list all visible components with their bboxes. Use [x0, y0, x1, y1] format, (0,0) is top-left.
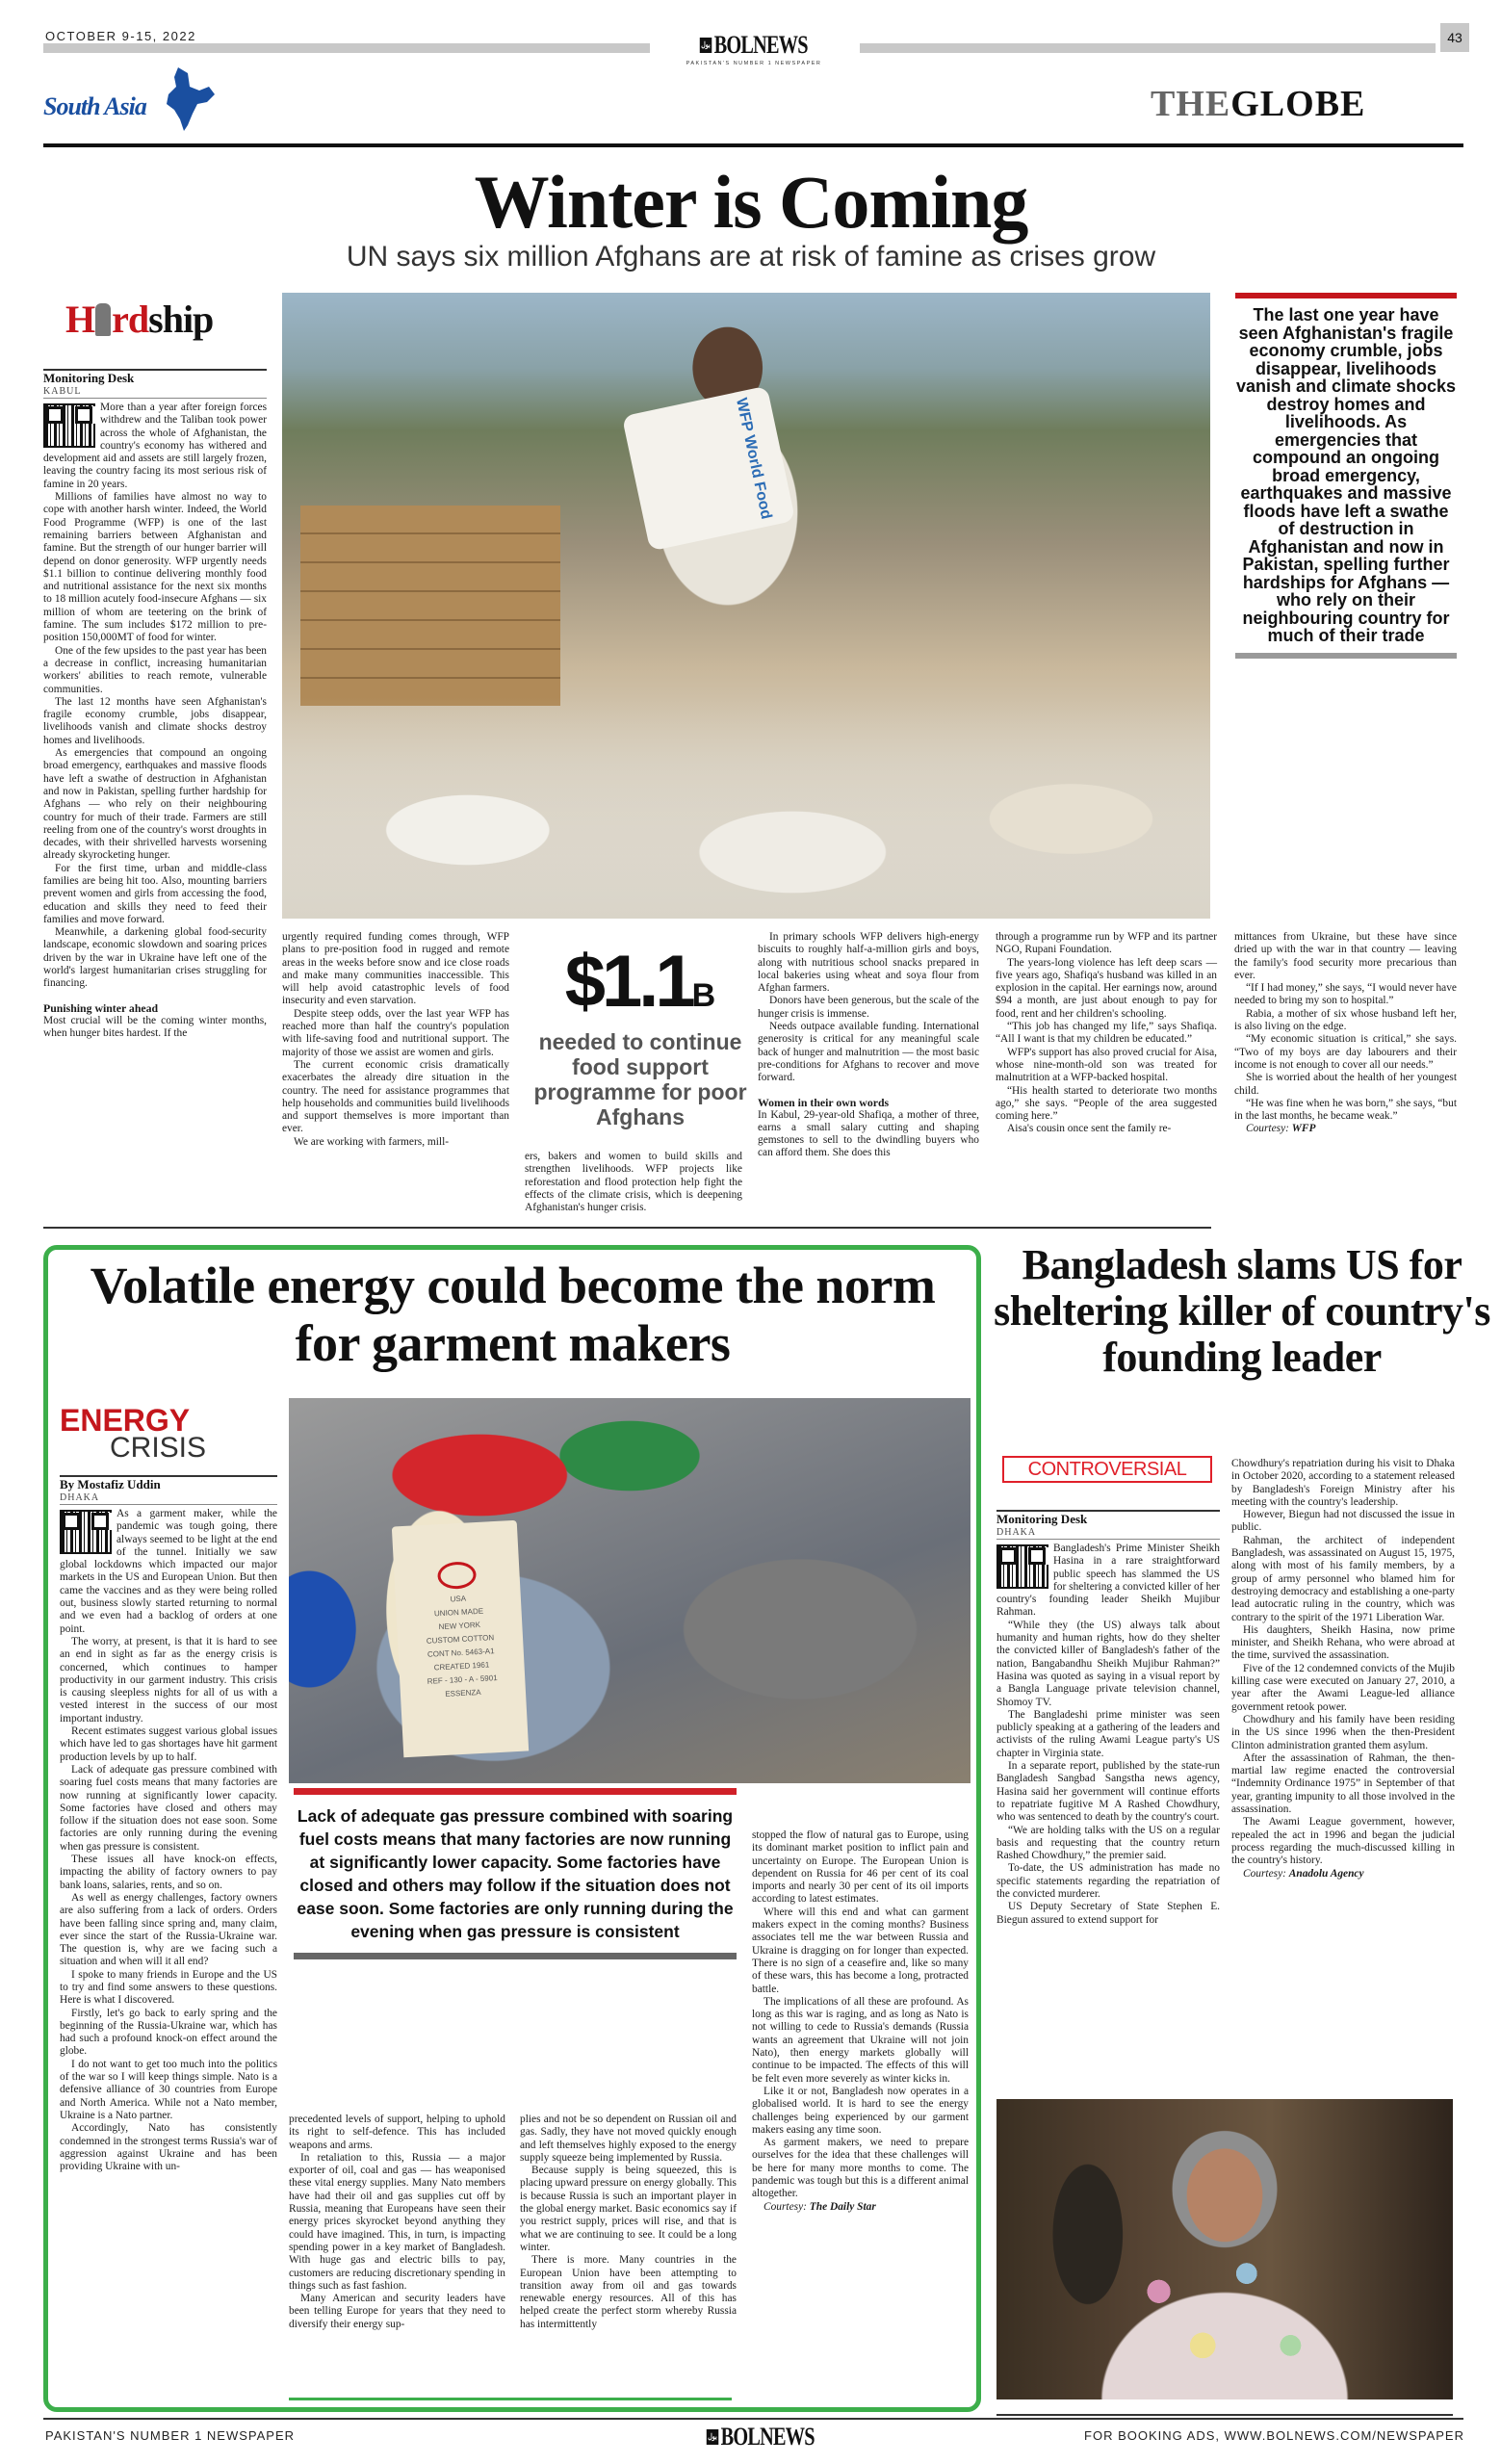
- paragraph: As a garment maker, while the pandemic was tough going, there always seemed to be light at the end of the tunnel. Initially we saw global lockdowns which impacted our major markets in the US and European Union. But then came the vaccines and as they were being rolled out, business slowly started returning to normal and we even had a backlog of orders at one point.: [60, 1508, 277, 1635]
- pull-quote-text: The last one year have seen Afghanistan's fragile economy crumble, jobs disappear, livelihoods vanish and climate shocks destroy homes and livelihoods. As emergencies that compound an ongoing broad emergency, earthquakes and massive floods have left a swathe of destruction in Afghanistan and now in Pakistan, spelling further hardships for Afghans — who rely on their neighbouring country for much of their trade: [1235, 305, 1457, 645]
- energy-pull-quote: [294, 1788, 737, 1959]
- paragraph: In primary schools WFP delivers high-energy biscuits to roughly half-a-million girls and boys, along with nutritious school snacks prepared in local bakeries using wheat and soya flour from Afghan farmers.: [758, 931, 979, 995]
- lead-column-5: [996, 931, 1217, 1136]
- paragraph: Aisa's cousin once sent the family re-: [1007, 1123, 1172, 1135]
- sheikh-hasina-photo[interactable]: [996, 2099, 1453, 2399]
- paragraph: Many American and security leaders have been telling Europe for years that they need to diversify their energy sup-: [289, 2293, 505, 2330]
- bol-logo-icon: بول: [707, 2429, 718, 2445]
- paragraph: As garment makers, we need to prepare ourselves for the idea that these challenges will be here for many more months to come. The pandemic was tough but this is a different animal altogether.: [752, 2137, 969, 2200]
- paragraph: In retaliation to this, Russia — a major exporter of oil, coal and gas — has weaponised these vital energy supplies. Many Nato members have had their oil and gas supplies cut off by Russia, meaning that Europeans have seen their energy prices skyrocket beyond anything they could have imagined. This, in turn, is impacting spending power in a key market of Bangladesh. With huge gas and electric bills to pay, customers are reducing discretionary spending in things such as fast fashion.: [289, 2151, 505, 2292]
- wfp-sack: WFP World Food: [622, 385, 796, 551]
- paragraph: As emergencies that compound an ongoing broad emergency, earthquakes and massive floods have left a swathe of destruction in Afghanistan and now in Pakistan, spelling further hardship for Afghans — who rely on their neighbouring country for much of their trade. Farmers are still reeling from one of the country's worst droughts in decades, with their shrivelled harvests worsening already skyrocketing hunger.: [43, 747, 267, 862]
- paragraph: Rabia, a mother of six whose husband left her, is also living on the edge.: [1234, 1007, 1457, 1033]
- tag-text: USA: [450, 1594, 467, 1604]
- paragraph: His daughters, Sheikh Hasina, now prime minister, and Sheikh Rehana, who were abroad at the time, survived the assassination.: [1231, 1623, 1455, 1662]
- paragraph: “If I had money,” she says, “I would never have needed to bring my son to hospital.”: [1234, 982, 1457, 1007]
- paragraph: Accordingly, Nato has consistently condemned in the strongest terms Russia's war of aggression against Ukraine and has been providing Ukraine with un-: [60, 2122, 277, 2173]
- paragraph: Where will this end and what can garment makers expect in the coming months? Business associates tell me the war between Russia and Ukraine is dragging on for longer than expected. There is no sign of a ceasefire and, like so many of these wars, this has become a long, protracted battle.: [752, 1906, 969, 1995]
- paragraph: The current economic crisis dramatically exacerbates the already dire situation in the country. The need for assistance programmes that help households and communities build livelihoods and support themselves is more important than ever.: [282, 1058, 509, 1135]
- region-label: [43, 65, 255, 133]
- dateline-rule: [43, 398, 267, 399]
- paragraph: More than a year after foreign forces withdrew and the Taliban took power across the whole of Afghanistan, the country's economy has withered and development aid and assets are still largely frozen, leaving the country facing its most serious risk of famine in 20 years.: [43, 402, 267, 490]
- header-divider: [43, 143, 1463, 147]
- paragraph: Despite steep odds, over the last year WFP has reached more than half the country's population with life-saving food and nutritional support. The majority of those we assist are women and girls.: [282, 1007, 509, 1058]
- paragraph: The worry, at present, is that it is hard to see an end in sight as far as the energy crisis is concerned, which continues to hamper productivity in our garment industry. This crisis is causing sleepless nights for all of us with a vested interest in the success of our most important industry.: [60, 1635, 277, 1725]
- paragraph: Bangladesh's Prime Minister Sheikh Hasina in a rare straightforward public speech has slammed the US for sheltering a convicted killer of her country's founding leader Sheikh Mujibur Rahman.: [996, 1543, 1220, 1619]
- paragraph: The implications of all these are profound. As long as this war is raging, and as long as Nato is not willing to cede to Russia's demands (Russia wants an agreement that Ukraine will not join Nato), then energy markets globally will continue to be impacted. The effects of this will be felt even more severely as winter kicks in.: [752, 1995, 969, 2085]
- crest-icon: [437, 1561, 477, 1590]
- tag-text: CREATED 1961: [433, 1660, 490, 1673]
- paragraph: Rahman, the architect of independent Bangladesh, was assassinated on August 15, 1975, along with most of his family members, by a group of army personnel who blamed him for destroying democracy and establishing a one-party lead autocratic ruling in the country, which was contrary to the spirit of the 1971 Liberation War.: [1231, 1534, 1455, 1623]
- subhead-women-own-words: Women in their own words: [758, 1095, 890, 1109]
- footer-rule: [43, 2418, 1463, 2420]
- paragraph: mittances from Ukraine, but these have since dried up with the war in that country — leaving the family's food security more precarious than ever.: [1234, 931, 1457, 981]
- lead-subheadline: UN says six million Afghans are at risk of famine as crises grow: [346, 241, 1156, 272]
- lead-dateline: KABUL: [43, 386, 82, 397]
- paragraph: In Kabul, 29-year-old Shafiqa, a mother of three, earns a small salary cutting and shaping gemstones to sell to the dwindling buyers who can afford them. She does this: [758, 1108, 979, 1159]
- paragraph: Recent estimates suggest various global issues which have led to gas shortages have hit garment production levels by up to half.: [60, 1725, 277, 1763]
- paragraph: Chowdhury and his family have been residing in the US since 1996 when the then-President Clinton administration granted them asylum.: [1231, 1713, 1455, 1751]
- page-number: 43: [1440, 23, 1469, 52]
- bangladesh-dateline: DHAKA: [996, 1527, 1037, 1538]
- south-asia-map-icon: [140, 65, 226, 133]
- lead-courtesy: [1234, 1123, 1457, 1135]
- energy-courtesy: [752, 2201, 969, 2214]
- masthead[interactable]: [672, 31, 836, 66]
- courtesy-label: Courtesy:: [1243, 1867, 1286, 1880]
- paragraph: For the first time, urban and middle-class families are being hit too. Also, mounting barriers prevent women and girls from accessing the food, education and skills they need to feed their families and move forward.: [43, 862, 267, 925]
- paragraph: As well as energy challenges, factory owners are also suffering from a lack of orders. Orders have been falling since spring and, many claim, ever since the start of the Russia-Ukraine war. The question is, why are we facing such a situation and when will it all end?: [60, 1891, 277, 1968]
- bangladesh-column-2: [1231, 1458, 1455, 1880]
- energy-tag-line1: ENERGY: [60, 1403, 191, 1438]
- paragraph: She is worried about the health of her youngest child.: [1234, 1072, 1457, 1097]
- masthead-tagline: PAKISTAN'S NUMBER 1 NEWSPAPER: [686, 61, 822, 66]
- paragraph: “My economic situation is critical,” she says. “Two of my boys are day labourers and their income is not enough to cover all our needs.”: [1234, 1033, 1457, 1071]
- paragraph: Because supply is being squeezed, this is placing upward pressure on energy globally. This is because Russia is such an important player in the global energy market. Basic economics say if you restrict supply, prices will rise, and that is what we are continuing to see. It could be a long winter.: [520, 2165, 737, 2253]
- pull-quote-bottom-bar: [1235, 653, 1457, 659]
- energy-byline: By Mostafiz Uddin: [60, 1477, 161, 1491]
- header-rule-left: [43, 43, 650, 53]
- energy-column-3: [520, 2114, 737, 2331]
- lead-headline[interactable]: Winter is Coming: [474, 160, 1028, 244]
- paragraph: We are working with farmers, mill-: [294, 1135, 450, 1148]
- paragraph: US Deputy Secretary of State Stephen E. Biegun assured to extend support for: [996, 1901, 1220, 1926]
- energy-dateline: DHAKA: [60, 1492, 100, 1503]
- paragraph: Most crucial will be the coming winter months, when hunger bites hardest. If the: [43, 1014, 267, 1039]
- courtesy-label: Courtesy:: [763, 2200, 807, 2213]
- pull-quote-bottom-bar: [294, 1953, 737, 1959]
- section-title-the: THE: [1151, 84, 1231, 124]
- courtesy-source: WFP: [1291, 1123, 1316, 1135]
- paragraph: Like it or not, Bangladesh now operates in a globalised world. It is hard to see the energy challenges being experienced by our garment makers easing any time soon.: [752, 2085, 969, 2136]
- paragraph: Donors have been generous, but the scale of the hunger crisis is immense.: [758, 995, 979, 1020]
- paragraph: I do not want to get too much into the politics of the war so I will keep things simple. Nato is a defensive alliance of 30 countries from Europe and North America. While not a Nato member, Ukraine is a Nato partner.: [60, 2058, 277, 2121]
- energy-headline[interactable]: Volatile energy could become the norm for garment makers: [90, 1257, 936, 1372]
- energy-crisis-tag: [60, 1403, 233, 1464]
- tag-text: CUSTOM COTTON: [426, 1633, 495, 1646]
- paragraph: Chowdhury's repatriation during his visit to Dhaka in October 2020, according to a statement released by Bangladesh's Foreign Ministry after his meeting with the country's leadership.: [1231, 1458, 1455, 1508]
- paragraph: Millions of families have almost no way to cope with another harsh winter. Indeed, the World Food Programme (WFP) is one of the last remaining barriers between Afghanistan and famine. But the strength of our hunger barrier will depend on donor generosity. WFP urgently needs $1.1 billion to continue delivering monthly food and nutritional assistance for the next six months to 18 million acutely food-insecure Afghans — six million of whom are teetering on the brink of famine. The sum includes $172 million to pre-position 150,000MT of food for winter.: [43, 491, 267, 644]
- paragraph: The years-long violence has left deep scars — five years ago, Shafiqa's husband was killed in an explosion in the capital. Her earnings now, around $94 a month, are just about enough to pay for food, rent and her children's schooling.: [996, 956, 1217, 1020]
- subhead-punishing-winter: Punishing winter ahead: [43, 1000, 159, 1015]
- lead-pull-quote: [1235, 293, 1457, 659]
- tag-text: NEW YORK: [438, 1620, 481, 1632]
- tag-text: REF - 130 - A - 5901: [427, 1673, 498, 1686]
- paragraph: I spoke to many friends in Europe and the US to try and find some answers to these questions. Here is what I discovered.: [60, 1968, 277, 2007]
- paragraph: Five of the 12 condemned convicts of the Mujib killing case were executed on January 27, 2010, a year after the Awami League-led alliance government retook power.: [1231, 1662, 1455, 1713]
- wfp-aid-photo[interactable]: [282, 293, 1210, 919]
- pull-quote-text: Lack of adequate gas pressure combined with soaring fuel costs means that many factories are now running at significantly lower capacity. Some factories have closed and others may follow if the situation does not ease soon. Some factories are only running during the evening when gas pressure is consistent: [297, 1806, 734, 1941]
- bangladesh-column-1: [996, 1510, 1220, 1927]
- bangladesh-courtesy: [1231, 1868, 1455, 1880]
- paragraph: stopped the flow of natural gas to Europe, using its dominant market position to inflict pain and uncertainty on Europe. The European Union is dependent on Russia for 46 per cent of its coal imports and nearly 30 per cent of its oil imports according to latest estimates.: [752, 1829, 969, 1906]
- energy-column-1: [60, 1475, 277, 2173]
- paragraph: The Awami League government, however, repealed the act in 1996 and began the judicial process regarding the much-discussed killing in the country's history.: [1231, 1816, 1455, 1867]
- funding-stat-callout: [525, 941, 756, 1129]
- dateline-rule: [60, 1504, 277, 1505]
- courtesy-source: Anadolu Agency: [1288, 1867, 1364, 1880]
- garment-tag-photo[interactable]: [289, 1398, 970, 1783]
- energy-bottom-rule: [289, 2398, 732, 2400]
- paragraph: To-date, the US administration has made no specific statements regarding the repatriation of the convicted murderer.: [996, 1862, 1220, 1901]
- bangladesh-headline[interactable]: Bangladesh slams US for sheltering killer of country's founding leader: [994, 1241, 1490, 1381]
- tag-text: ESSENZA: [445, 1687, 481, 1699]
- section-title: [1151, 83, 1365, 125]
- paragraph: There is more. Many countries in the European Union have been attempting to transition away from oil and gas towards renewable energy resources. All of this has helped create the perfect storm whereby Russia has intermittently: [520, 2254, 737, 2330]
- hardship-tag: H rdship: [65, 298, 214, 341]
- controversial-tag: CONTROVERSIAL: [1002, 1456, 1212, 1483]
- supply-boxes: [300, 506, 560, 706]
- energy-tag-line2: CRISIS: [110, 1432, 207, 1464]
- stat-caption: needed to continue food support programme for poor Afghans: [533, 1029, 747, 1129]
- lead-column-3: [525, 1151, 742, 1214]
- paragraph: ers, bakers and women to build skills and strengthen livelihoods. WFP projects like reforestation and flood protection help fight the effects of the climate crisis, which is deepening Afghanistan's hunger crisis.: [525, 1151, 742, 1214]
- food-sacks: [282, 697, 1210, 919]
- footer-booking-link[interactable]: FOR BOOKING ADS, WWW.BOLNEWS.COM/NEWSPAPER: [1084, 2428, 1464, 2443]
- bol-logo-icon: بول: [700, 38, 712, 53]
- hardship-tag-text: ship: [148, 298, 214, 341]
- courtesy-label: Courtesy:: [1246, 1123, 1289, 1135]
- qr-code-icon[interactable]: [43, 403, 95, 448]
- qr-code-icon[interactable]: [996, 1544, 1048, 1589]
- masthead-title: BOLNEWS: [713, 31, 808, 59]
- lead-column-1: [43, 369, 267, 1040]
- paragraph: These issues all have knock-on effects, impacting the ability of factory owners to pay bank loans, salaries, rents, and so on.: [60, 1854, 277, 1891]
- lead-column-2: [282, 931, 509, 1149]
- raised-fist-icon: [95, 303, 111, 336]
- paragraph: through a programme run by WFP and its partner NGO, Rupani Foundation.: [996, 931, 1217, 956]
- paragraph: precedented levels of support, helping to uphold its right to self-defence. This has included weapons and arms.: [289, 2114, 505, 2151]
- bangladesh-byline: Monitoring Desk: [996, 1512, 1088, 1526]
- clothing-tag: [392, 1520, 529, 1757]
- tag-text: UNION MADE: [433, 1606, 484, 1619]
- energy-column-2: [289, 2114, 505, 2331]
- lead-story-bottom-rule: [43, 1227, 1211, 1229]
- courtesy-source: The Daily Star: [809, 2200, 876, 2213]
- paragraph: The last 12 months have seen Afghanistan's fragile economy crumble, jobs disappear, livelihoods vanish and climate shocks destroy homes and livelihoods.: [43, 695, 267, 746]
- stat-number: $1.1: [564, 941, 692, 1023]
- energy-column-4: [752, 1829, 969, 2214]
- header-rule-right: [860, 43, 1436, 53]
- lead-byline: Monitoring Desk: [43, 371, 135, 385]
- tag-text: CONT No. 5463-A1: [427, 1647, 495, 1659]
- region-text: South Asia: [43, 92, 146, 120]
- section-title-globe: GLOBE: [1230, 84, 1366, 124]
- pull-quote-top-bar: [294, 1788, 737, 1795]
- paragraph: Lack of adequate gas pressure combined with soaring fuel costs means that many factories are now running at significantly lower capacity. Some factories have closed and others may follow if the situation does not ease soon. Some factories are only running during the evening when gas pressure is consistent.: [60, 1763, 277, 1853]
- lead-column-4: [758, 931, 979, 1160]
- pull-quote-top-bar: [1235, 293, 1457, 298]
- footer-tagline: PAKISTAN'S NUMBER 1 NEWSPAPER: [45, 2428, 296, 2443]
- issue-date: OCTOBER 9-15, 2022: [45, 29, 196, 43]
- paragraph: WFP's support has also proved crucial for Aisa, whose nine-month-old son was treated for malnutrition at a WFP-backed hospital.: [996, 1046, 1217, 1084]
- footer-masthead[interactable]: [707, 2423, 815, 2451]
- floral-scarf: [1115, 2219, 1334, 2399]
- paragraph: “He was fine when he was born,” she says, “but in the last months, he became weak.”: [1234, 1097, 1457, 1123]
- paragraph: urgently required funding comes through, WFP plans to pre-position food in rugged and remote areas in the weeks before snow and ice close roads and make many communities inaccessible. This will help avoid catastrophic levels of food insecurity and even starvation.: [282, 931, 509, 1007]
- paragraph: “While they (the US) always talk about humanity and human rights, how do they shelter the convicted killer of Bangladesh's father of the nation, Bangabandhu Sheikh Mujibur Rahman?” Hasina was quoted as saying in a visual report by a Bangla Language private television channel, Shomoy TV.: [996, 1619, 1220, 1708]
- bangladesh-bottom-rule: [996, 2414, 1453, 2416]
- paragraph: Firstly, let's go back to early spring and the beginning of the Russia-Ukraine war, which has had such a profound knock-on effect around the globe.: [60, 2007, 277, 2058]
- paragraph: “This job has changed my life,” says Shafiqa. “All I want is that my children be educated.”: [996, 1021, 1217, 1046]
- paragraph: The Bangladeshi prime minister was seen publicly speaking at a gathering of the leaders and activists of the ruling Awami League party's US chapter in Virginia state.: [996, 1708, 1220, 1759]
- paragraph: Meanwhile, a darkening global food-security landscape, economic slowdown and soaring prices driven by the war in Ukraine have left one of the world's largest humanitarian crises struggling for financing.: [43, 926, 267, 990]
- paragraph: After the assassination of Rahman, the then-martial law regime enacted the controversial “Indemnity Ordinance 1975” in September of that year, granting impunity to all those involved in the assassination.: [1231, 1751, 1455, 1816]
- paragraph: “His health started to deteriorate two months ago,” she says. “People of the area suggested coming here.”: [996, 1084, 1217, 1123]
- stat-unit: B: [691, 977, 716, 1014]
- qr-code-icon[interactable]: [60, 1510, 112, 1554]
- dateline-rule: [996, 1539, 1220, 1540]
- footer-masthead-title: BOLNEWS: [720, 2423, 815, 2451]
- paragraph: Needs outpace available funding. International generosity is critical for any meaningful scale back of hunger and malnutrition — the most basic pre-conditions for Afghans to recover and move forward.: [758, 1021, 979, 1084]
- paragraph: “We are holding talks with the US on a regular basis and requesting that the country return Rashed Chowdhury,” the premier said.: [996, 1824, 1220, 1862]
- paragraph: In a separate report, published by the state-run Bangladesh Sangbad Sangstha news agency, Hasina said her government will continue efforts to repatriate fugitive M A Rashed Chowdhury, who was sentenced to death by the country's court.: [996, 1760, 1220, 1824]
- lead-column-6: [1234, 931, 1457, 1136]
- paragraph: plies and not be so dependent on Russian oil and gas. Sadly, they have not moved quickly enough and left themselves highly exposed to the energy supply squeeze being implemented by Russia.: [520, 2114, 737, 2164]
- paragraph: One of the few upsides to the past year has been a decrease in conflict, increasing humanitarian workers' abilities to reach remote, vulnerable communities.: [43, 644, 267, 695]
- paragraph: However, Biegun had not discussed the issue in public.: [1231, 1509, 1455, 1534]
